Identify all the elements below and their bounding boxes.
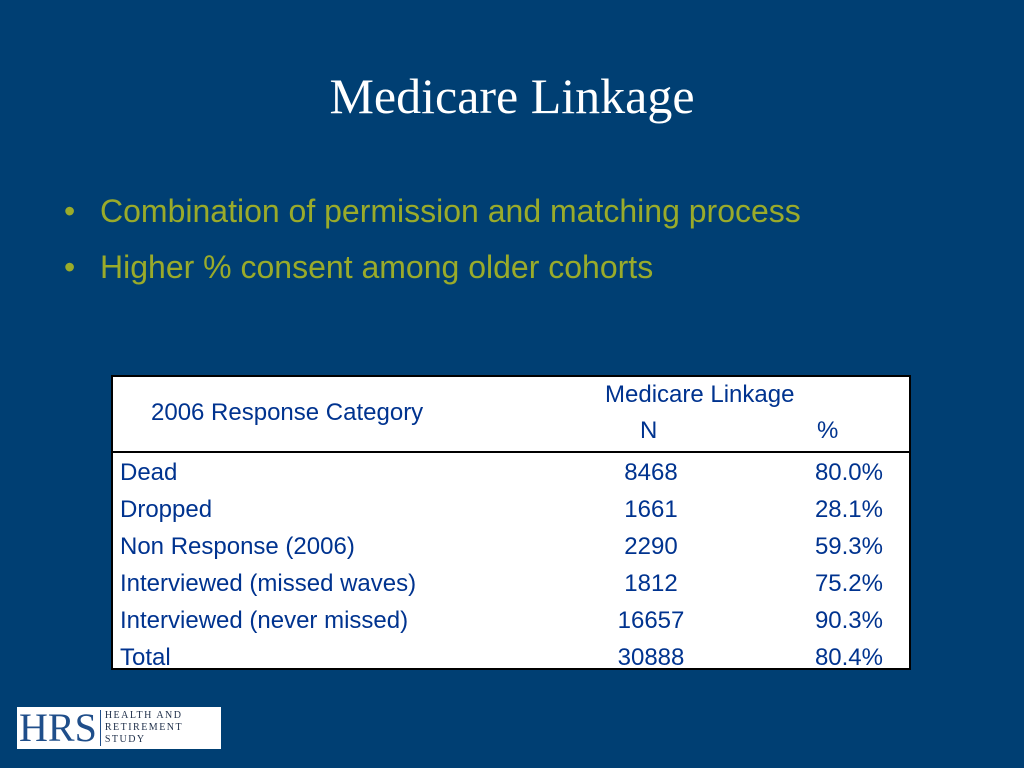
row-percent: 80.4% [814,644,883,671]
logo-divider [100,710,101,746]
row-category: Interviewed (never missed) [120,607,409,634]
bullet-icon: • [64,249,76,285]
row-percent: 28.1% [814,496,883,523]
table-row [113,639,909,676]
slide-title: Medicare Linkage [329,68,695,124]
row-percent: 59.3% [814,533,883,560]
table-header [113,377,909,453]
linkage-table [111,375,911,670]
n-column-header: N [640,417,658,444]
row-category: Dead [120,459,178,486]
bullet-list [60,190,860,302]
row-n: 30888 [617,644,685,671]
medicare-linkage-group-header: Medicare Linkage [605,381,795,408]
category-column-header: 2006 Response Category [151,399,424,426]
row-category: Interviewed (missed waves) [120,570,417,597]
logo-line-1: HEALTH AND [104,710,183,721]
logo-line-2: RETIREMENT [104,722,184,733]
hrs-logo [17,707,221,749]
row-n: 8468 [624,459,678,486]
table-row [113,602,909,639]
row-percent: 80.0% [814,459,883,486]
logo-wordmark [105,710,183,746]
row-n: 16657 [617,607,685,634]
row-category: Non Response (2006) [120,533,355,560]
logo-line-3: STUDY [104,734,146,745]
row-percent: 90.3% [814,607,883,634]
row-percent: 75.2% [814,570,883,597]
bullet-item [60,190,860,232]
bullet-icon: • [64,193,76,229]
table-row [113,528,909,565]
bullet-text: Combination of permission and matching process [100,193,801,229]
table-row [113,454,909,491]
bullet-item [60,246,860,288]
table-body [113,453,909,676]
percent-column-header: % [817,417,839,444]
row-n: 1812 [624,570,678,597]
table-row [113,565,909,602]
table-row [113,491,909,528]
row-category: Total [120,644,171,671]
bullet-text: Higher % consent among older cohorts [100,249,654,285]
logo-mark: HRS [19,705,97,750]
row-n: 1661 [624,496,678,523]
row-category: Dropped [120,496,213,523]
row-n: 2290 [624,533,678,560]
